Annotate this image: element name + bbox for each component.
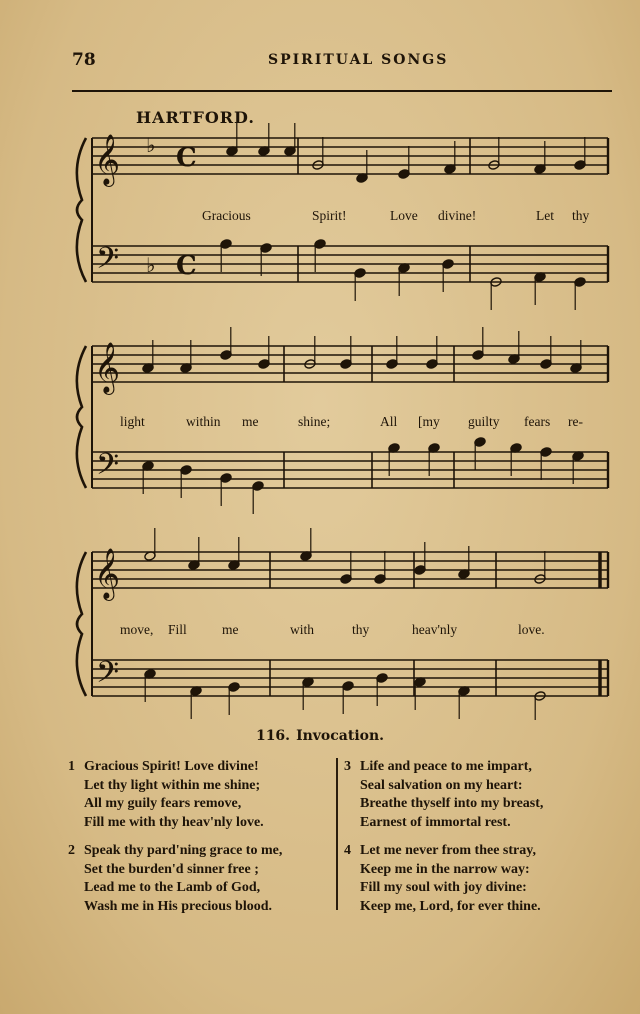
verse-line: Keep me in the narrow way: [360,861,530,877]
lyric-word: guilty [468,414,500,429]
lyric-word: re- [568,414,583,429]
verse-number: 4 [344,843,351,858]
verse [68,842,283,916]
verse-line: Let thy light within me shine; [84,777,261,793]
bass-clef: 𝄢 [96,242,120,283]
verse [344,758,544,832]
common-time: C [176,251,197,281]
treble-clef: 𝄞 [94,548,121,599]
lyric-word: Let [536,208,554,223]
verse [68,758,264,832]
common-time: C [176,143,197,173]
treble-clef: 𝄞 [94,342,121,393]
lyric-word: me [222,622,239,637]
column-rule [336,758,338,910]
hymn-number: 116. [255,728,291,744]
lyric-word: within [186,414,221,429]
lyric-word: Fill [168,622,187,637]
lyric-word: Love [390,208,418,223]
verse [344,842,541,916]
verse-number: 1 [68,759,75,774]
lyric-word: move, [120,622,154,637]
verse-line: Lead me to the Lamb of God, [84,880,261,895]
hymn-heading [0,728,640,744]
running-title: SPIRITUAL SONGS [268,52,449,68]
lyric-word: light [120,414,145,429]
verse-line: Wash me in His precious blood. [84,898,273,914]
lyric-word: me [242,414,259,429]
treble-clef: 𝄞 [94,134,121,185]
bass-clef: 𝄢 [96,656,120,697]
lyric-word: divine! [438,208,477,223]
verse-line: Life and peace to me impart, [360,759,532,774]
verse-line: Fill me with thy heav'nly love. [84,814,264,830]
lyric-word: with [290,622,315,637]
verse-number: 3 [344,759,351,774]
verse-line: All my guily fears remove, [84,796,242,811]
lyric-word: fears [524,414,551,429]
verse-number: 2 [68,843,75,858]
lyric-word: thy [352,622,370,637]
brace [77,552,86,696]
brace [77,346,86,488]
brace [77,138,86,282]
verse-line: Breathe thyself into my breast, [360,796,544,811]
lyric-word: Gracious [202,208,251,223]
hymn-title: Invocation. [296,728,385,744]
tune-title: HARTFORD. [136,108,255,127]
lyric-word: Spirit! [312,208,347,223]
bass-clef: 𝄢 [96,448,120,489]
verse-line: Keep me, Lord, for ever thine. [360,898,541,914]
lyric-word: All [380,414,398,429]
lyric-word: thy [572,208,590,223]
verse-line: Set the burden'd sinner free ; [84,861,259,877]
page-number: 78 [72,50,96,70]
lyric-word: shine; [298,414,331,429]
verse-line: Gracious Spirit! Love divine! [84,759,259,774]
lyric-word: [my [418,414,440,429]
lyric-word: love. [518,622,545,637]
flat-sign: ♭ [146,133,156,157]
verse-line: Earnest of immortal rest. [360,814,511,830]
verse-line: Let me never from thee stray, [360,843,536,858]
verse-line: Speak thy pard'ning grace to me, [84,843,283,858]
flat-sign: ♭ [146,253,156,277]
verse-line: Fill my soul with joy divine: [360,880,527,895]
verse-line: Seal salvation on my heart: [360,777,523,793]
lyric-word: heav'nly [412,622,458,637]
